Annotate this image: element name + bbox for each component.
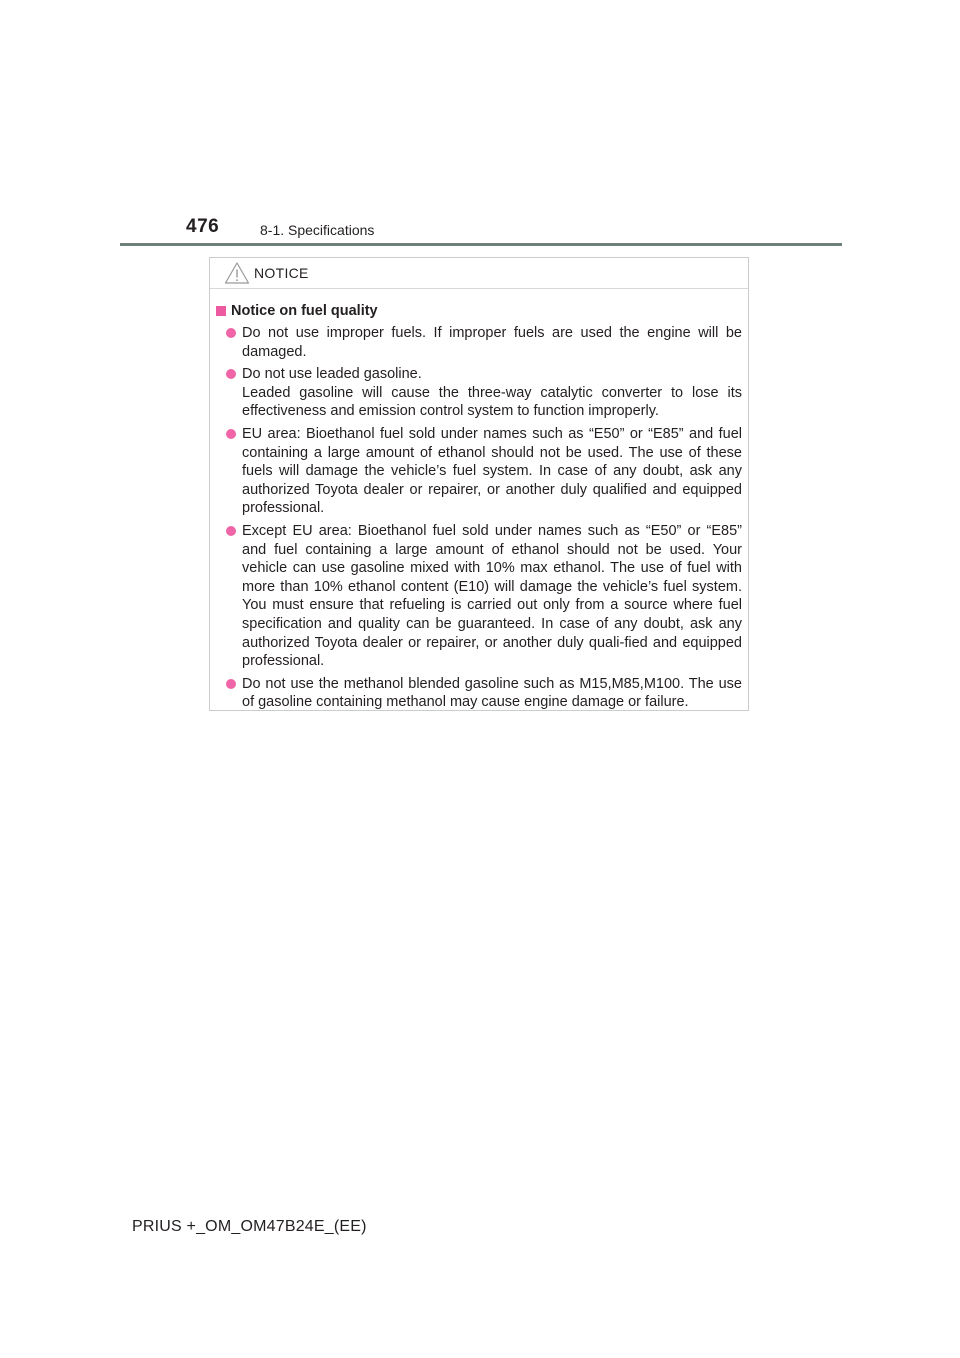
list-item (215, 324, 742, 361)
notice-list (215, 324, 742, 712)
notice-body (210, 289, 748, 712)
header-rule (120, 243, 842, 246)
list-item-text: Do not use the methanol blended gasoline such as M15,M85,M100. The use of gasoline containing methanol may cause engine damage or failure. (242, 675, 742, 711)
section-title: 8-1. Specifications (260, 222, 375, 238)
list-item-text: EU area: Bioethanol fuel sold under names such as “E50” or “E85” and fuel containing a large amount of ethanol should not be used. The use of these fuels will damage the vehicle’s fuel system. In case of any doubt, ask any authorized Toyota dealer or repairer, or another duly qualified and equipped professional. (242, 425, 742, 517)
list-item-text: Do not use improper fuels. If improper fuels are used the engine will be damaged. (242, 325, 742, 360)
topic-title: Notice on fuel quality (231, 303, 378, 319)
square-bullet-icon (216, 306, 226, 316)
circle-bullet-icon (226, 369, 236, 379)
circle-bullet-icon (226, 526, 236, 536)
list-item-text: Do not use leaded gasoline. Leaded gasoline will cause the three-way catalytic converter to lose its effectiveness and emission control system to function improperly. (242, 366, 742, 420)
circle-bullet-icon (226, 679, 236, 689)
notice-box (209, 257, 749, 711)
page-number: 476 (186, 216, 220, 237)
list-item-text: Except EU area: Bioethanol fuel sold under names such as “E50” or “E85” and fuel containing a large amount of ethanol should not be used. Your vehicle can use gasoline mixed with 10% max ethanol. The use of fuel with more than 10% ethanol content (E10) will damage the vehicle’s fuel system. You must ensure that refueling is carried out only from a source where fuel specification and quality can be guaranteed. In case of any doubt, ask any authorized Toyota dealer or repairer, or another duly quali-fied and equipped professional. (242, 522, 742, 670)
list-item (215, 675, 742, 712)
circle-bullet-icon (226, 328, 236, 338)
list-item (215, 425, 742, 518)
notice-label: NOTICE (254, 265, 309, 281)
list-item (215, 522, 742, 671)
circle-bullet-icon (226, 429, 236, 439)
list-item (215, 365, 742, 421)
footer-model-code: PRIUS +_OM_OM47B24E_(EE) (132, 1218, 367, 1235)
notice-header (210, 258, 748, 289)
topic-heading (215, 301, 742, 321)
warning-triangle-icon (224, 261, 250, 285)
page-header (120, 214, 842, 246)
